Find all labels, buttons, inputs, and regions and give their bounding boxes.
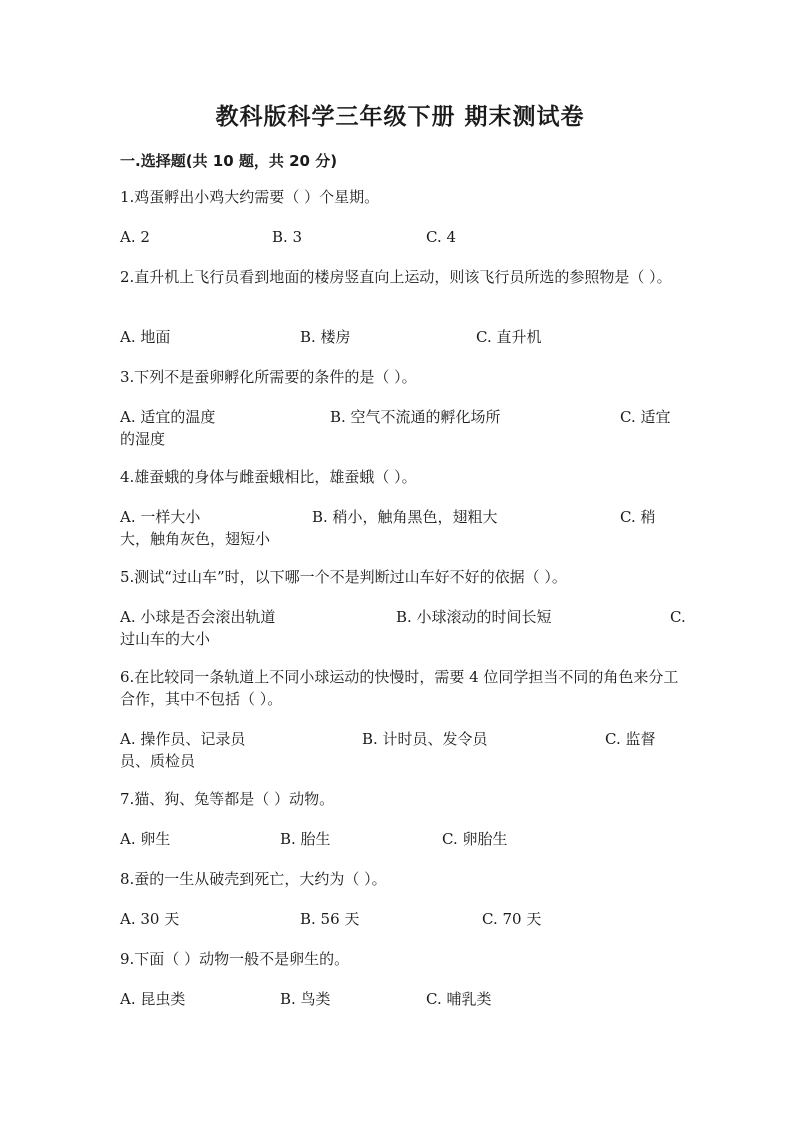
- question-3-options: [120, 406, 686, 450]
- option-b: B. 楼房: [300, 328, 351, 346]
- option-c-continuation: 过山车的大小: [120, 630, 211, 648]
- option-c: C. 4: [426, 228, 457, 246]
- option-a: A. 昆虫类: [120, 990, 186, 1008]
- question-5: 5.测试“过山车”时，以下哪一个不是判断过山车好不好的依据（ ）。: [120, 568, 567, 586]
- question-2: 2.直升机上飞行员看到地面的楼房竖直向上运动，则该飞行员所选的参照物是（ ）。: [120, 268, 672, 286]
- question-6: 6.在比较同一条轨道上不同小球运动的快慢时，需要 4 位同学担当不同的角色来分工合作，其中不包括（ ）。: [120, 668, 679, 708]
- question-5-options: [120, 606, 686, 650]
- option-a: A. 地面: [120, 328, 171, 346]
- option-c: C. 适宜: [620, 408, 671, 426]
- option-a: A. 小球是否会滚出轨道: [120, 608, 276, 626]
- option-a: A. 一样大小: [120, 508, 201, 526]
- option-b: B. 56 天: [300, 910, 360, 928]
- option-b: B. 3: [272, 228, 303, 246]
- option-b: B. 计时员、发令员: [362, 730, 488, 748]
- option-a: A. 适宜的温度: [120, 408, 216, 426]
- option-b: B. 稍小，触角黑色，翅粗大: [312, 508, 498, 526]
- option-c: C. 稍: [620, 508, 656, 526]
- question-4: 4.雄蚕蛾的身体与雌蚕蛾相比，雄蚕蛾（ ）。: [120, 468, 417, 486]
- option-c: C. 直升机: [476, 328, 542, 346]
- option-a: A. 30 天: [120, 910, 180, 928]
- question-6-options: [120, 728, 686, 772]
- exam-title: 教科版科学三年级下册 期末测试卷: [215, 104, 585, 130]
- question-4-options: [120, 506, 686, 550]
- option-c: C. 卵胎生: [442, 830, 508, 848]
- option-c-continuation: 员、质检员: [120, 752, 196, 770]
- question-7: 7.猫、狗、兔等都是（ ）动物。: [120, 790, 335, 808]
- option-c: C. 哺乳类: [426, 990, 492, 1008]
- option-c: C. 监督: [605, 730, 656, 748]
- option-b: B. 小球滚动的时间长短: [396, 608, 552, 626]
- option-a: A. 卵生: [120, 830, 171, 848]
- option-c: C. 70 天: [482, 910, 542, 928]
- option-a: A. 操作员、记录员: [120, 730, 246, 748]
- option-b: B. 空气不流通的孵化场所: [330, 408, 501, 426]
- option-b: B. 鸟类: [280, 990, 331, 1008]
- question-3: 3.下列不是蚕卵孵化所需要的条件的是（ ）。: [120, 368, 417, 386]
- option-c-continuation: 的湿度: [120, 430, 166, 448]
- question-9: 9.下面（ ）动物一般不是卵生的。: [120, 950, 350, 968]
- option-a: A. 2: [120, 228, 150, 246]
- option-b: B. 胎生: [280, 830, 331, 848]
- question-1: 1.鸡蛋孵出小鸡大约需要（ ）个星期。: [120, 188, 380, 206]
- section-heading: 一.选择题(共 10 题，共 20 分): [120, 152, 338, 170]
- option-c-continuation: 大，触角灰色，翅短小: [120, 530, 271, 548]
- question-8: 8.蚕的一生从破壳到死亡，大约为（ ）。: [120, 870, 387, 888]
- option-c: C.: [670, 608, 686, 626]
